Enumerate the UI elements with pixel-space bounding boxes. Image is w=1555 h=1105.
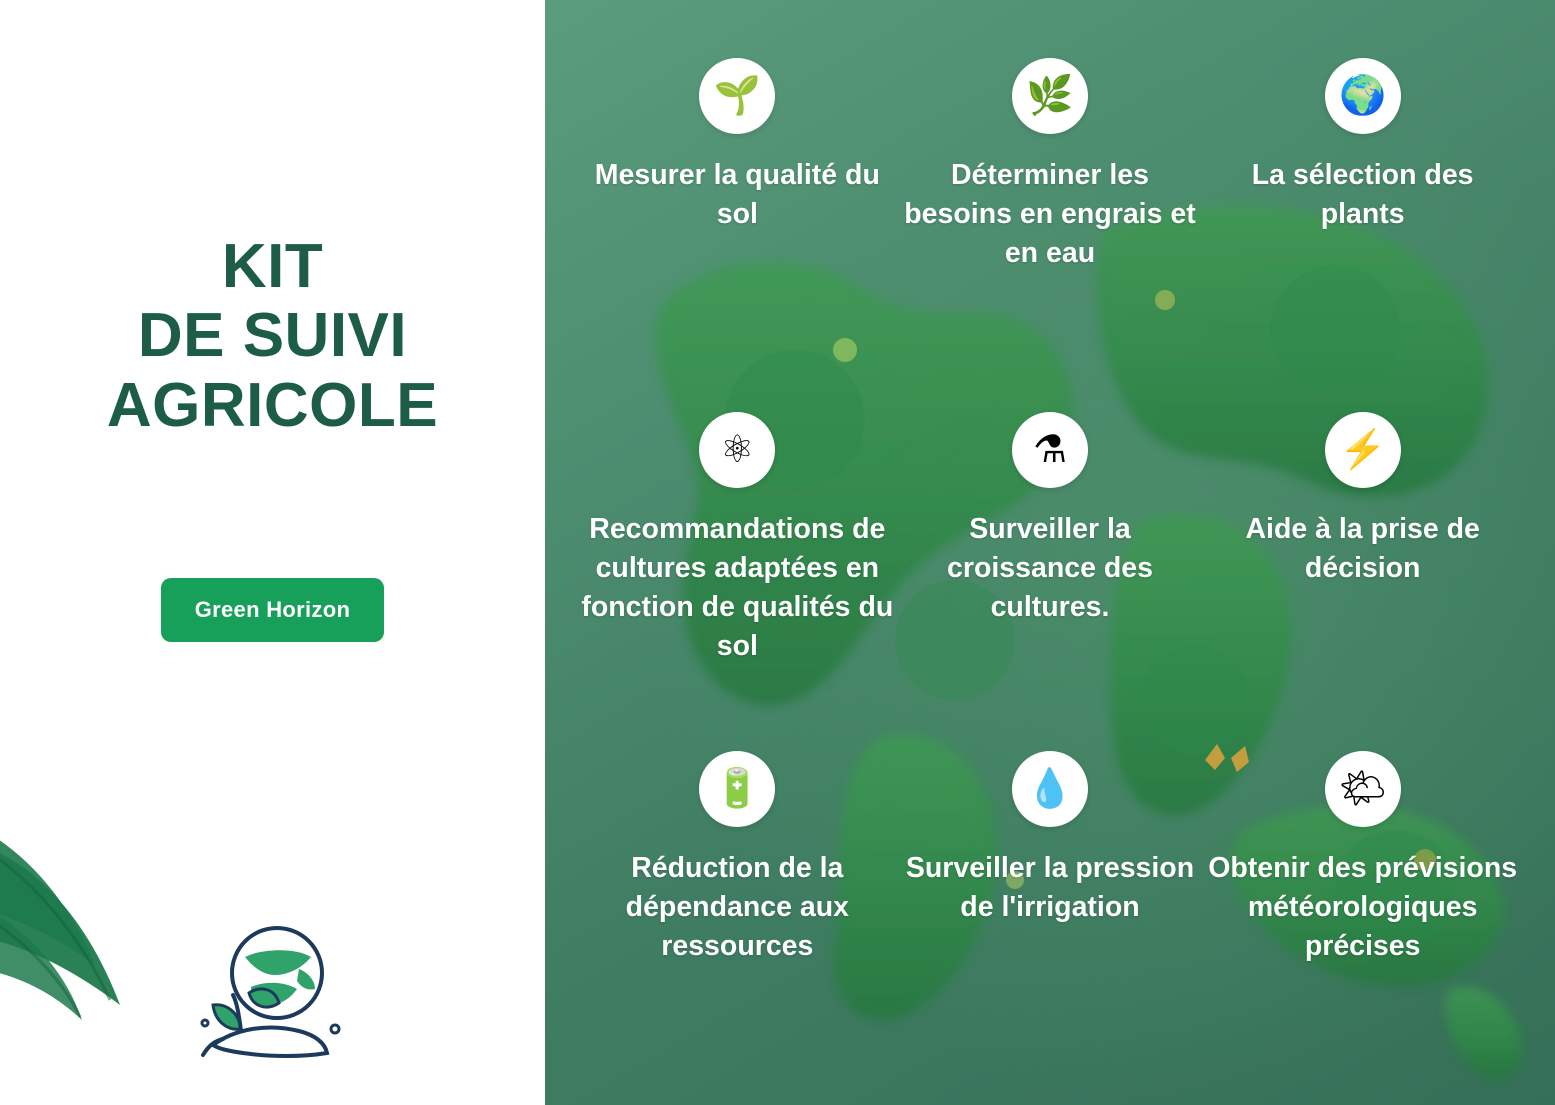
title-line-1: KIT	[221, 232, 324, 301]
globe-in-hand-plant-icon	[175, 895, 360, 1080]
features-grid	[545, 0, 1555, 1105]
flask-leaf-icon: ⚗	[1012, 412, 1088, 488]
no-water-drop-icon: 💧	[1012, 751, 1088, 827]
feature-cell	[1206, 394, 1519, 730]
feature-cell	[894, 58, 1207, 394]
green-horizon-button[interactable]: Green Horizon	[161, 578, 384, 642]
seedling-test-tube-icon: 🌿	[1012, 58, 1088, 134]
globe-plant-icon: 🌍	[1325, 58, 1401, 134]
feature-cell	[894, 394, 1207, 730]
left-panel	[0, 0, 545, 1105]
feature-cell	[581, 394, 894, 730]
title-line-3: AGRICOLE	[106, 370, 439, 440]
feature-cell	[581, 729, 894, 1065]
feature-label: Surveiller la pression de l'irrigation	[905, 852, 1195, 924]
feature-label: Obtenir des prévisions météorologiques précises	[1208, 852, 1518, 963]
feature-label: Déterminer les besoins en engrais et en eau	[904, 159, 1196, 270]
features-panel	[545, 0, 1555, 1105]
feature-cell	[894, 729, 1207, 1065]
weather-globe-hand-icon: 🌤	[1325, 751, 1401, 827]
title-line-2: DE SUIVI	[137, 301, 408, 371]
palm-leaf-icon	[0, 805, 180, 1045]
page-title	[0, 232, 545, 440]
feature-label: Aide à la prise de décision	[1245, 512, 1480, 584]
feature-label: Réduction de la dépendance aux ressources	[625, 852, 849, 963]
feature-label: Mesurer la qualité du sol	[594, 159, 880, 231]
atom-leaf-icon: ⚛	[699, 412, 775, 488]
feature-label: Recommandations de cultures adaptées en fonction de qualités du sol	[581, 512, 894, 662]
feature-cell	[581, 58, 894, 394]
energy-bolt-icon: ⚡	[1325, 412, 1401, 488]
battery-leaf-icon: 🔋	[699, 751, 775, 827]
seedling-in-hand-icon: 🌱	[699, 58, 775, 134]
feature-cell	[1206, 58, 1519, 394]
feature-label: La sélection des plants	[1251, 159, 1474, 231]
feature-cell	[1206, 729, 1519, 1065]
cta-wrapper	[0, 578, 545, 642]
feature-label: Surveiller la croissance des cultures.	[947, 512, 1153, 623]
